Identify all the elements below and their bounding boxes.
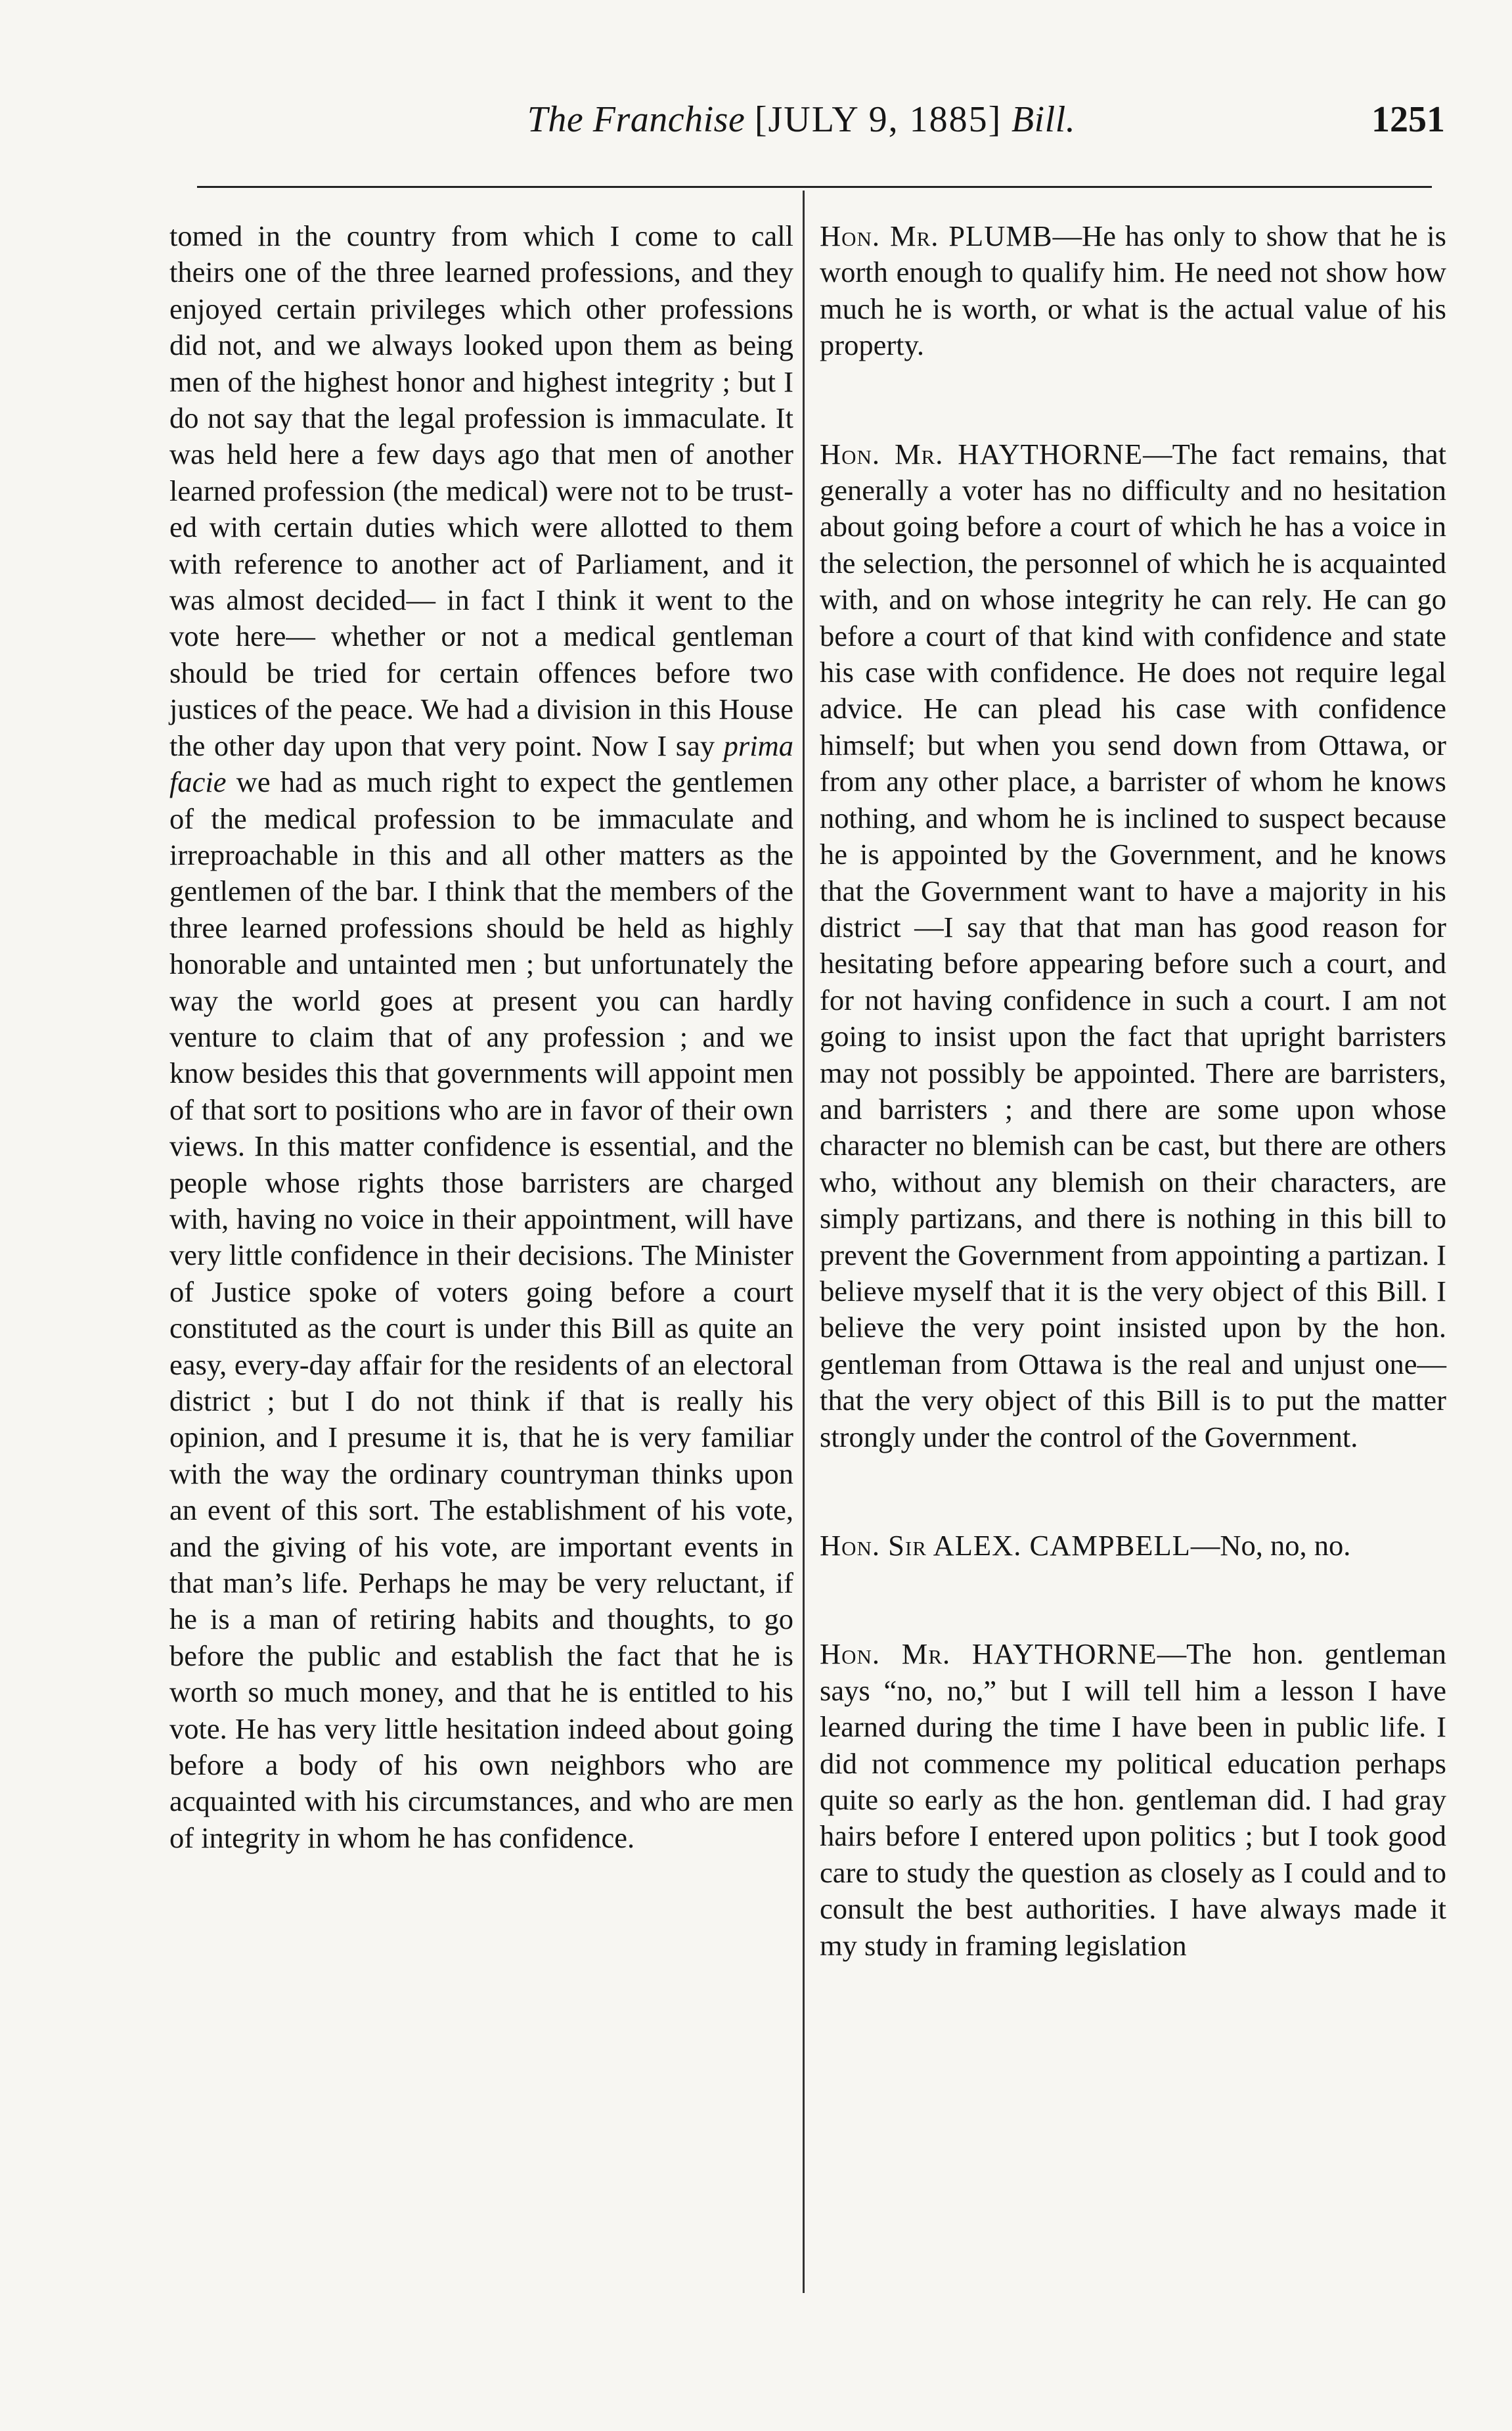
column-divider <box>803 191 805 2293</box>
speech-campbell <box>820 1528 1446 1564</box>
speech-text: —The hon. gentleman says “no, no,” but I will tell him a lesson I have learned during the time I have been in public life. I did not commence my political education perhaps quite so early as the hon. gentleman did. I had gray hairs before I entered upon politics ; but I took good care to study the question as closely as I could and to consult the best authorities. I have always made it my study in framing legislation <box>820 1637 1446 1962</box>
speech-haythorne-1 <box>820 436 1446 1455</box>
running-title-part1: The Franchise <box>527 99 745 140</box>
speech-text: —He has only to show that he is worth enough to qualify him. He need not show how much he is worth, or what is the actual value of his property. <box>820 219 1446 362</box>
speaker-name: Hon. Mr. HAYTHORNE <box>820 437 1144 470</box>
running-title <box>158 99 1445 141</box>
left-paragraph-text-b: we had as much right to expect the gentlemen of the medical profession to be immaculate and irreproachable in this and all other matters as the gentlemen of the bar. I think that the members of the three learned professions should be held as highly honorable and untainted men ; but unfortunately the way the world goes at present you can hardly venture to claim that of any profession ; and we know besides this that governments will appoint men of that sort to positions who are in favor of their own views. In this matter confidence is essential, and the people whose rights those barristers are charged with, having no voice in their appointment, will have very little confidence in their decisions. The Minister of Justice spoke of voters going before a court constituted as the court is under this Bill as quite an easy, every-day affair for the residents of an electoral district ; but I do not think if that is really his opinion, and I presume it is, that he is very familiar with the way the ordinary countryman thinks upon an event of this sort. The establishment of his vote, and the giving of his vote, are important events in that man’s life. Perhaps he may be very reluctant, if he is a man of retiring habits and thoughts, to go before the public and establish the fact that he is worth so much money, and that he is entitled to his vote. He has very little hesitation indeed about going before a body of his own neighbors who are acquainted with his circumstances, and who are men of integrity in whom he has confidence. <box>169 765 793 1854</box>
speaker-name: Hon. Mr. PLUMB <box>820 219 1053 252</box>
speech-text: —No, no, no. <box>1190 1529 1351 1562</box>
speech-haythorne-2 <box>820 1636 1446 1964</box>
speech-text: —The fact remains, that generally a voter has no difficulty and no hesitation about going before a court of which he has a voice in the selection, the personnel of which he is acquainted with, and on whose integrity he can rely. He can go before a court of that kind with confidence and state his case with confidence. He does not require legal advice. He can plead his case with confidence himself; but when you send down from Ottawa, or from any other place, a barrister of whom he knows nothing, and whom he is inclined to suspect because he is appointed by the Government, and he knows that the Government want to have a majority in his district —I say that that man has good reason for hesitating before appearing before such a court, and for not having confidence in such a court. I am not going to insist upon the fact that upright barristers may not possibly be appointed. There are barristers, and barristers ; and there are some upon whose character no blemish can be cast, but there are others who, without any blemish on their characters, are simply partizans, and there is nothing in this bill to prevent the Government from appointing a partizan. I believe myself that it is the very object of this Bill. I believe the very point insisted upon by the hon. gentleman from Ottawa is the real and unjust one—that the very object of this Bill is to put the matter strongly under the control of the Government. <box>820 437 1446 1453</box>
left-paragraph <box>169 218 793 1856</box>
header-rule <box>197 186 1432 188</box>
speaker-name: Hon. Sir ALEX. CAMPBELL <box>820 1529 1191 1562</box>
page-header <box>158 99 1445 151</box>
right-column <box>820 218 1446 1964</box>
left-paragraph-text-a: tomed in the country from which I come to call theirs one of the three learned professions, and they enjoyed certain privileges which other professions did not, and we always looked upon them as being men of the highest honor and highest integrity ; but I do not say that the legal profession is immaculate. It was held here a few days ago that men of another learned profession (the medical) were not to be trusted with certain duties which were allotted to them with reference to another act of Parliament, and it was almost decided— in fact I think it went to the vote here— whether or not a medical gentleman should be tried for certain offences before two justices of the peace. We had a division in this House the other day upon that very point. Now I say <box>169 219 793 762</box>
running-title-date: [JULY 9, 1885] <box>754 99 1002 140</box>
speaker-name: Hon. Mr. HAYTHORNE <box>820 1637 1157 1671</box>
left-paragraph-italic: prima facie <box>169 729 793 799</box>
speech-plumb <box>820 218 1446 364</box>
left-column <box>169 218 793 1856</box>
running-title-part2: Bill. <box>1011 99 1076 140</box>
page-number: 1251 <box>1371 99 1445 140</box>
